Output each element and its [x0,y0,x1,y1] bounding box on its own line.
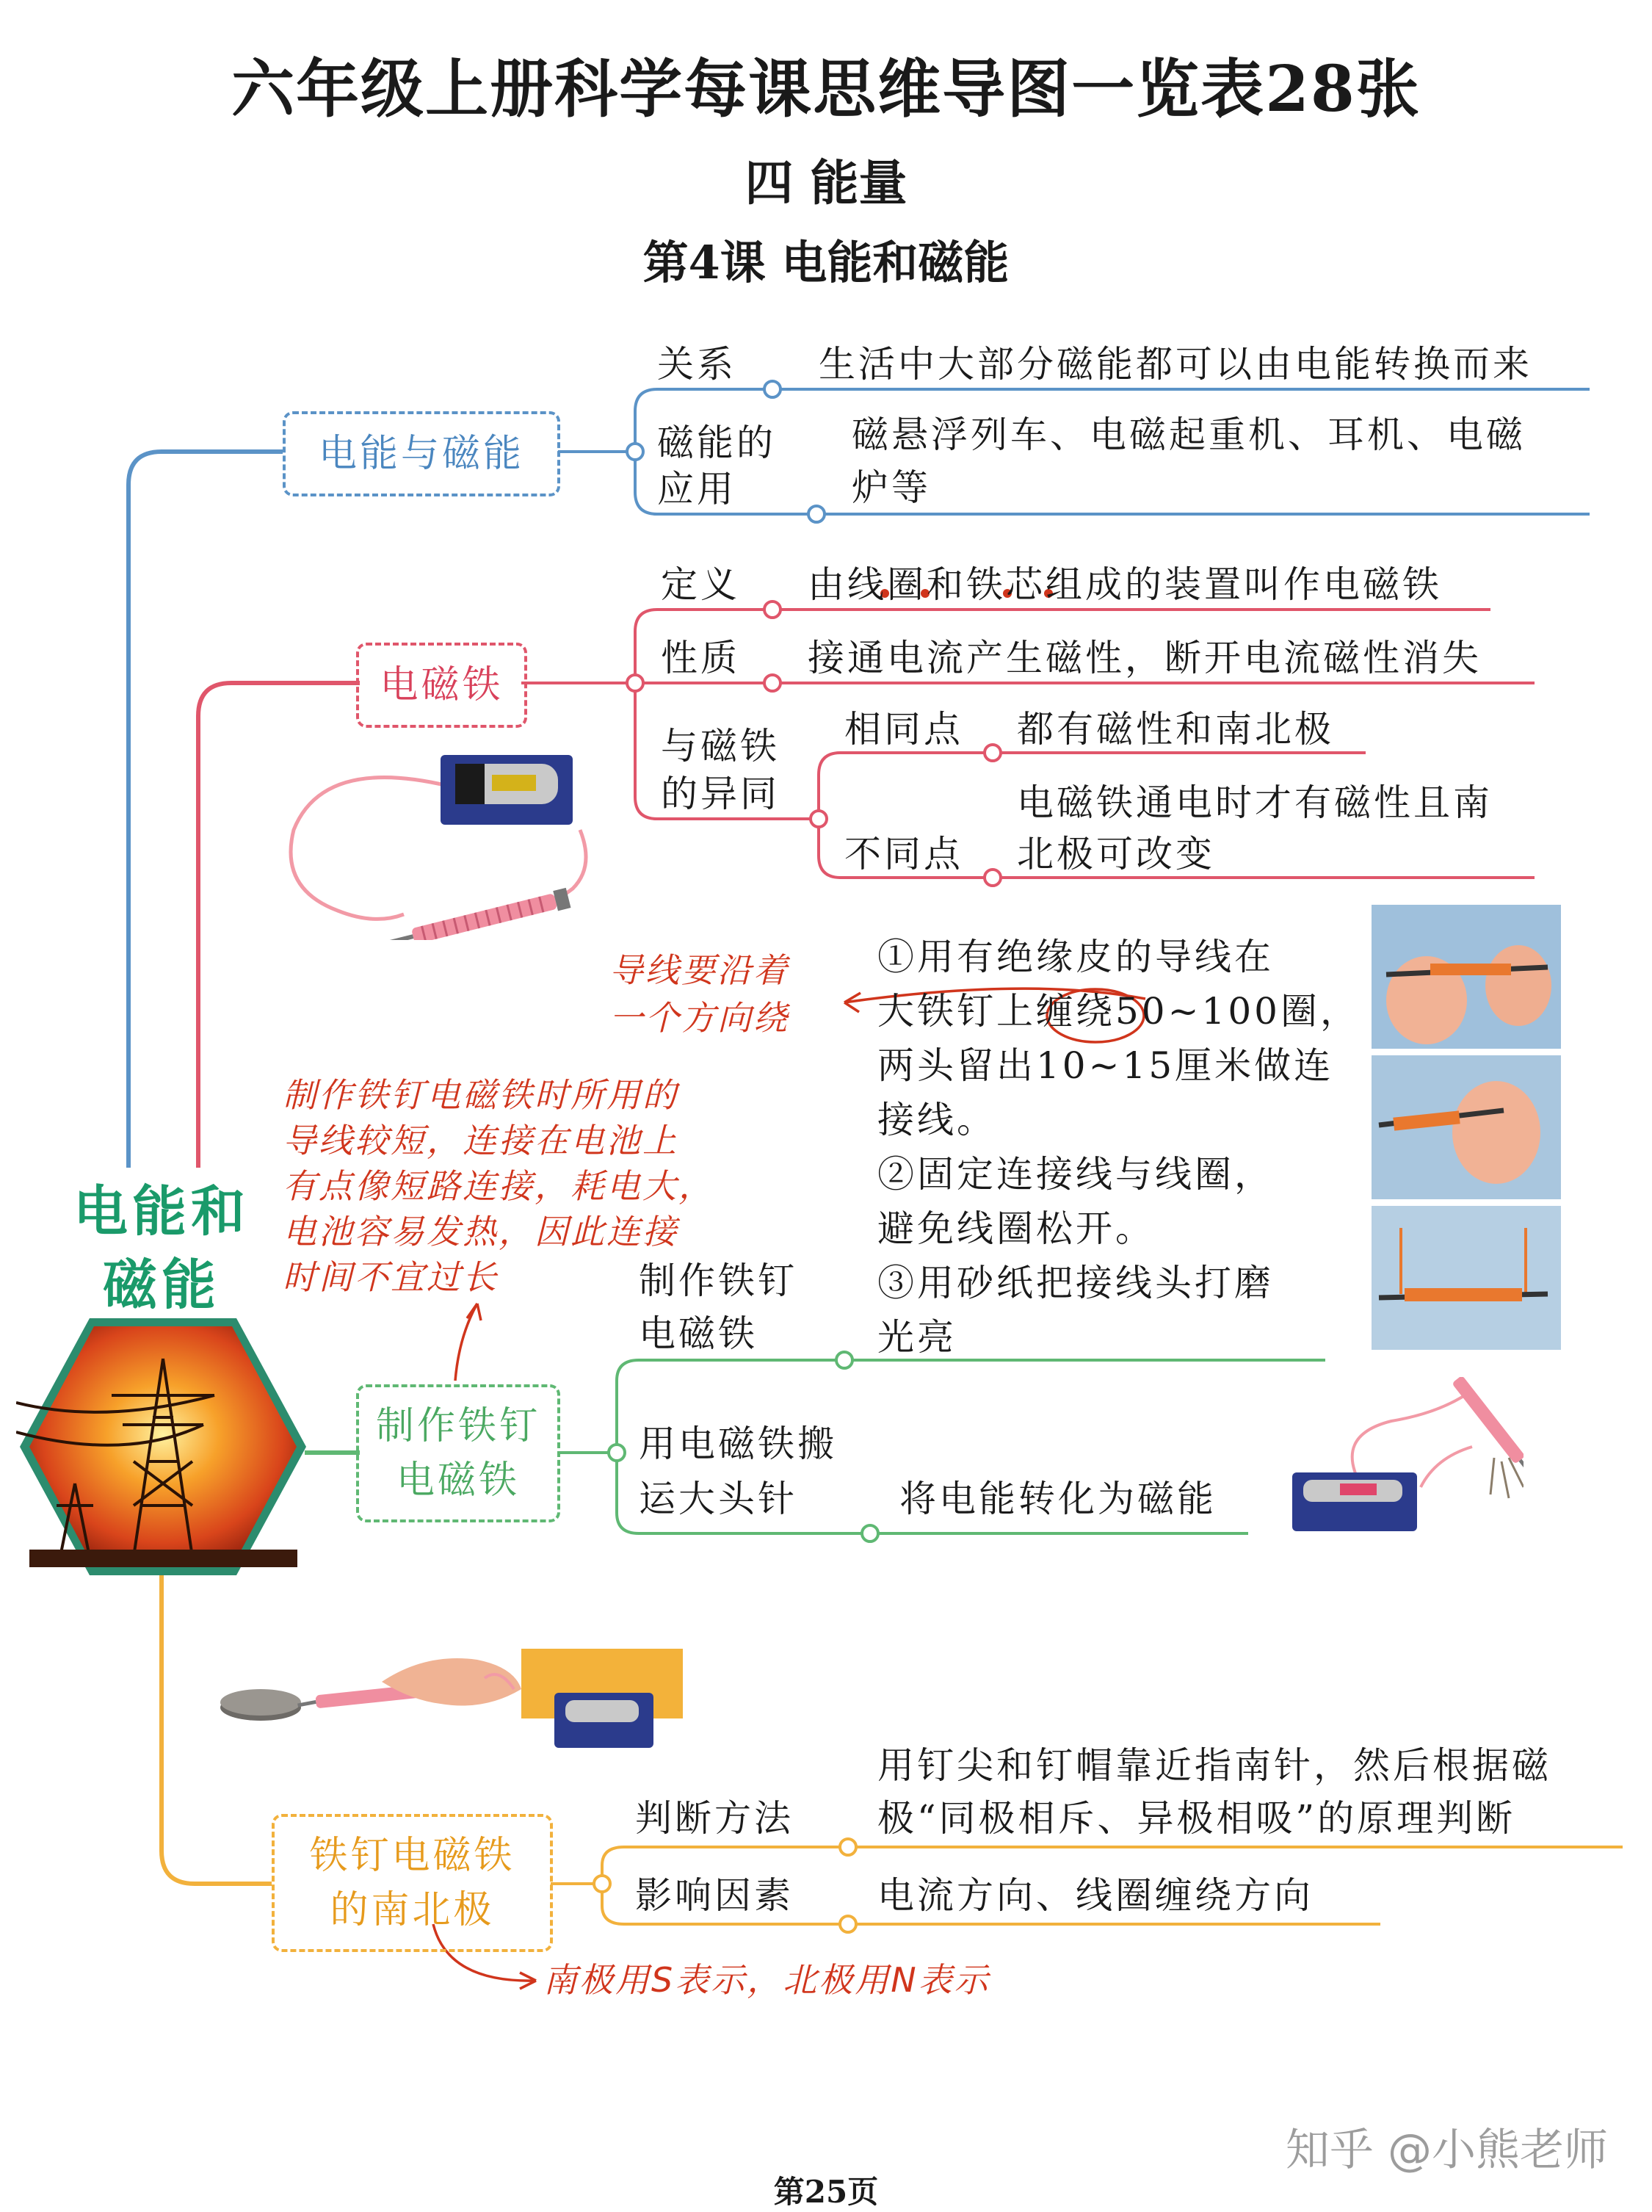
b3-step-line-6: 避免线圈松开。 [877,1207,1155,1250]
b3-step-line-2: 大铁钉上缠绕50~100圈， [877,990,1360,1033]
b1-relation-key: 关系 [657,343,736,386]
b4-label-line1: 铁钉电磁铁 [309,1834,515,1878]
pin-carrying-photo [1289,1377,1524,1542]
b3-step-line-1: ①用有绝缘皮的导线在 [877,936,1274,978]
b2-diff-value-line2: 北极可改变 [1017,833,1215,875]
note-wind-one-direction-line1: 导线要沿着 [609,950,789,990]
b2-definition-key: 定义 [661,563,740,606]
root-power-tower-image [16,1315,310,1579]
compass-test-photo [206,1623,683,1755]
b3-make-key-line2: 电磁铁 [639,1312,758,1355]
b3-make-key-line1: 制作铁钉 [639,1259,797,1302]
b3-carry-value: 将电能转化为磁能 [899,1478,1217,1520]
b4-factor-key: 影响因素 [635,1874,794,1917]
b3-step-line-7: ③用砂纸把接线头打磨 [877,1262,1274,1304]
b3-step-line-4: 接线。 [877,1099,996,1141]
branch-nail-poles [272,1814,553,1952]
watermark: 知乎 @小熊老师 [1285,2125,1608,2176]
note-short-wire-line4: 电池容易发热，因此连接 [283,1212,678,1251]
note-short-wire-line1: 制作铁钉电磁铁时所用的 [283,1075,678,1115]
b1-application-key-line1: 磁能的 [657,422,776,464]
branch-electric-magnetic-energy: 电能与磁能 [283,411,560,496]
branch-electromagnet: 电磁铁 [356,643,527,728]
b3-label-line2: 电磁铁 [396,1459,520,1503]
b3-carry-key-line2: 运大头针 [639,1478,797,1520]
b3-step-line-8: 光亮 [877,1316,957,1359]
note-short-wire-line2: 导线较短，连接在电池上 [283,1121,678,1160]
b4-label-line2: 的南北极 [330,1888,495,1932]
step-photos [1372,905,1561,1350]
root-label-line2: 磁能 [103,1254,220,1317]
b4-method-value-line1: 用钉尖和钉帽靠近指南针，然后根据磁 [877,1744,1551,1787]
b2-definition-value: 由线圈和铁芯组成的装置叫作电磁铁 [808,563,1442,606]
note-wind-one-direction-line2: 一个方向绕 [609,998,789,1038]
b4-factor-value: 电流方向、线圈缠绕方向 [877,1874,1314,1917]
root-topic [73,1175,250,1322]
b2-compare-key-line1: 与磁铁 [661,725,780,767]
b2-same-value: 都有磁性和南北极 [1017,708,1334,751]
b2-property-key: 性质 [661,637,740,679]
b2-compare-key-line2: 的异同 [661,773,780,815]
b2-diff-key: 不同点 [844,833,963,875]
note-short-wire-line3: 有点像短路连接，耗电大， [283,1166,714,1206]
lesson-title: 第4课 电能和磁能 [642,236,1010,289]
page-title: 六年级上册科学每课思维导图一览表28张 [231,52,1421,126]
b1-application-value-line2: 炉等 [852,466,931,509]
b2-diff-value-line1: 电磁铁通电时才有磁性且南 [1017,781,1493,824]
b4-method-key: 判断方法 [635,1797,794,1840]
branch-make-nail-electromagnet [356,1384,560,1522]
b3-carry-key-line1: 用电磁铁搬 [639,1423,837,1465]
page-number: 第25页 [773,2174,879,2210]
root-label-line1: 电能和 [73,1180,250,1243]
b2-property-value: 接通电流产生磁性，断开电流磁性消失 [808,637,1482,679]
electromagnet-photo [279,742,595,940]
b3-step-line-5: ②固定连接线与线圈， [877,1153,1274,1196]
b1-application-value-line1: 磁悬浮列车、电磁起重机、耳机、电磁 [852,413,1526,456]
note-pole-symbols: 南极用S表示，北极用N表示 [543,1960,990,2000]
note-short-wire-line5: 时间不宜过长 [283,1257,499,1297]
b1-application-key-line2: 应用 [657,468,736,510]
b4-method-value-line2: 极“同极相斥、异极相吸”的原理判断 [877,1797,1516,1840]
b1-relation-value: 生活中大部分磁能都可以由电能转换而来 [819,343,1532,386]
b2-same-key: 相同点 [844,708,963,751]
b3-label-line1: 制作铁钉 [375,1404,540,1448]
b3-step-line-3: 两头留出10~15厘米做连 [877,1044,1334,1087]
unit-title: 四 能量 [745,154,907,212]
